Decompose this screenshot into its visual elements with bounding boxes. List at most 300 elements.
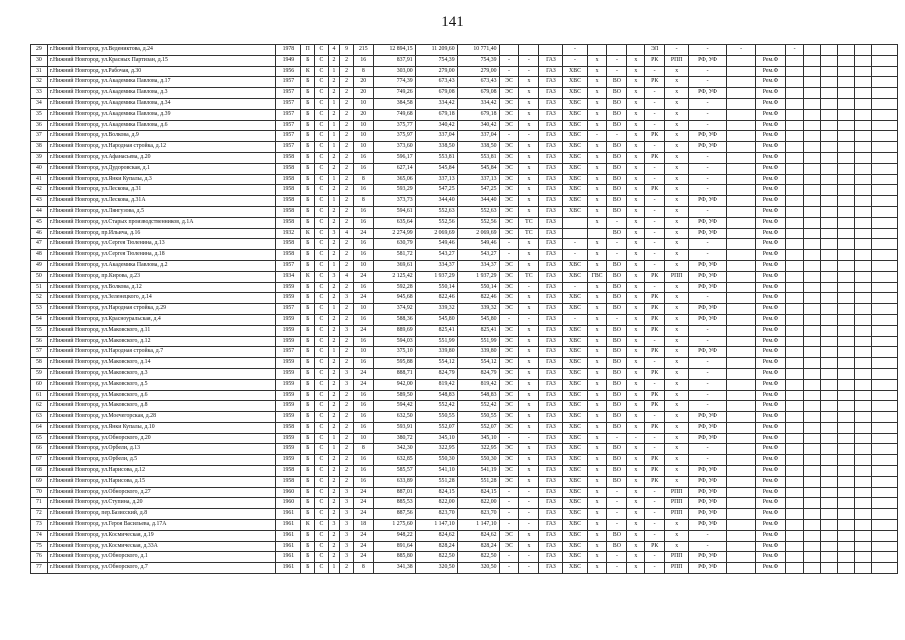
empty-cell: [854, 120, 871, 131]
table-cell: [726, 228, 755, 239]
table-cell: х: [627, 120, 645, 131]
table-cell: 2: [340, 412, 354, 423]
table-cell: РК: [645, 152, 665, 163]
empty-cell: [854, 109, 871, 120]
empty-cell: [821, 466, 838, 477]
empty-cell: [871, 401, 897, 412]
table-cell: х: [627, 455, 645, 466]
table-cell: 341,38: [373, 563, 415, 574]
table-cell: Рем.Ф: [756, 131, 785, 142]
empty-cell: [871, 455, 897, 466]
table-cell: 3: [340, 487, 354, 498]
table-cell: 2: [340, 196, 354, 207]
empty-cell: [804, 444, 821, 455]
table-cell: 16: [353, 163, 373, 174]
table-cell: х: [665, 444, 689, 455]
table-cell: х: [587, 304, 607, 315]
table-cell: Б: [301, 163, 315, 174]
table-cell: [726, 77, 755, 88]
table-cell: С: [315, 541, 329, 552]
table-cell: РФ, УФ: [689, 142, 727, 153]
empty-cell: [854, 476, 871, 487]
table-cell: 344,40: [457, 196, 499, 207]
empty-cell: [854, 412, 871, 423]
table-cell: [785, 358, 804, 369]
table-cell: [726, 466, 755, 477]
table-cell: -: [689, 185, 727, 196]
table-cell: 2: [340, 131, 354, 142]
empty-cell: [838, 206, 855, 217]
table-row: [31, 368, 898, 379]
table-cell: РК: [645, 55, 665, 66]
table-row: [31, 152, 898, 163]
table-row: [31, 304, 898, 315]
empty-cell: [821, 239, 838, 250]
table-cell: К: [301, 228, 315, 239]
table-cell: 16: [353, 206, 373, 217]
table-row: [31, 98, 898, 109]
table-cell: 825,41: [415, 325, 457, 336]
table-cell: ГАЗ: [539, 282, 563, 293]
empty-cell: [821, 217, 838, 228]
table-cell: ХВС: [563, 498, 587, 509]
table-cell: 375,10: [373, 347, 415, 358]
table-cell: -: [645, 433, 665, 444]
empty-cell: [804, 552, 821, 563]
housing-registry-sheet: [30, 44, 898, 574]
table-row: [31, 444, 898, 455]
table-cell: х: [627, 314, 645, 325]
table-cell: [785, 206, 804, 217]
table-cell: РФ, УФ: [689, 131, 727, 142]
empty-cell: [854, 379, 871, 390]
table-cell: 373,73: [373, 196, 415, 207]
table-cell: 824,79: [415, 368, 457, 379]
empty-cell: [804, 563, 821, 574]
table-cell: ЭС: [499, 422, 519, 433]
table-cell: ХВС: [563, 293, 587, 304]
table-cell: -: [499, 66, 519, 77]
table-cell: х: [627, 239, 645, 250]
table-cell: 1959: [276, 444, 301, 455]
table-cell: х: [627, 163, 645, 174]
table-cell: х: [587, 282, 607, 293]
table-cell: РПП: [665, 563, 689, 574]
table-cell: -: [689, 530, 727, 541]
table-cell: х: [587, 379, 607, 390]
table-cell: [785, 293, 804, 304]
table-cell: ГАЗ: [539, 444, 563, 455]
table-cell: -: [499, 314, 519, 325]
table-row: [31, 530, 898, 541]
table-cell: 550,55: [415, 412, 457, 423]
table-cell: ВО: [607, 390, 627, 401]
address-cell: г.Нижний Новгород, пер.Базисский, д.8: [47, 509, 276, 520]
table-cell: 340,42: [457, 120, 499, 131]
table-cell: ХВС: [563, 271, 587, 282]
table-cell: Б: [301, 412, 315, 423]
table-cell: 4: [340, 228, 354, 239]
empty-cell: [871, 282, 897, 293]
table-cell: 823,70: [415, 509, 457, 520]
table-cell: ГАЗ: [539, 563, 563, 574]
table-cell: Б: [301, 476, 315, 487]
table-cell: ХВС: [563, 455, 587, 466]
table-body: [31, 45, 898, 574]
table-cell: 2: [328, 379, 340, 390]
table-cell: 10: [353, 260, 373, 271]
table-cell: х: [627, 401, 645, 412]
table-cell: -: [627, 433, 645, 444]
table-cell: -: [689, 66, 727, 77]
empty-cell: [854, 444, 871, 455]
table-cell: ХВС: [563, 304, 587, 315]
table-cell: ГАЗ: [539, 174, 563, 185]
table-cell: 24: [353, 293, 373, 304]
table-cell: х: [665, 120, 689, 131]
table-cell: С: [315, 88, 329, 99]
table-cell: 2: [340, 336, 354, 347]
table-cell: х: [519, 152, 539, 163]
table-cell: 2: [328, 541, 340, 552]
table-cell: -: [689, 444, 727, 455]
table-cell: 1 275,60: [373, 520, 415, 531]
table-cell: 1958: [276, 476, 301, 487]
empty-cell: [871, 131, 897, 142]
table-cell: С: [315, 466, 329, 477]
address-cell: г.Нижний Новгород, ул.Академика Павлова, д.2: [47, 260, 276, 271]
empty-cell: [854, 509, 871, 520]
table-cell: [785, 325, 804, 336]
table-cell: Б: [301, 152, 315, 163]
table-cell: х: [627, 152, 645, 163]
table-cell: 1: [328, 444, 340, 455]
table-cell: х: [665, 466, 689, 477]
table-cell: 322,95: [415, 444, 457, 455]
table-cell: -: [519, 131, 539, 142]
table-cell: 633,89: [373, 476, 415, 487]
table-cell: Рем.Ф: [756, 55, 785, 66]
table-cell: 887,01: [373, 487, 415, 498]
table-cell: Б: [301, 131, 315, 142]
table-cell: 46: [31, 228, 48, 239]
table-cell: х: [519, 412, 539, 423]
table-cell: ХВС: [563, 206, 587, 217]
table-cell: 589,50: [373, 390, 415, 401]
table-cell: -: [499, 498, 519, 509]
table-cell: х: [627, 422, 645, 433]
table-cell: 2: [328, 476, 340, 487]
empty-cell: [854, 282, 871, 293]
empty-cell: [838, 293, 855, 304]
table-cell: 340,42: [415, 120, 457, 131]
table-cell: [785, 379, 804, 390]
table-cell: [726, 152, 755, 163]
table-cell: ЭС: [499, 152, 519, 163]
table-row: [31, 314, 898, 325]
table-cell: 2: [340, 66, 354, 77]
table-cell: 2: [340, 217, 354, 228]
empty-cell: [821, 163, 838, 174]
table-cell: [726, 498, 755, 509]
table-cell: РФ, УФ: [689, 347, 727, 358]
table-cell: 342,30: [373, 444, 415, 455]
table-cell: Рем.Ф: [756, 88, 785, 99]
table-cell: Б: [301, 217, 315, 228]
table-cell: -: [499, 563, 519, 574]
table-cell: 47: [31, 239, 48, 250]
table-cell: [785, 152, 804, 163]
table-cell: 60: [31, 379, 48, 390]
table-cell: 828,24: [457, 541, 499, 552]
table-cell: ГАЗ: [539, 152, 563, 163]
table-cell: Рем.Ф: [756, 142, 785, 153]
table-cell: Рем.Ф: [756, 239, 785, 250]
empty-cell: [854, 390, 871, 401]
empty-cell: [838, 45, 855, 56]
table-row: [31, 466, 898, 477]
table-cell: 819,42: [415, 379, 457, 390]
table-cell: -: [607, 239, 627, 250]
table-cell: х: [627, 206, 645, 217]
empty-cell: [871, 520, 897, 531]
table-cell: х: [627, 98, 645, 109]
table-cell: С: [315, 163, 329, 174]
table-cell: -: [499, 433, 519, 444]
empty-cell: [821, 77, 838, 88]
table-cell: -: [689, 325, 727, 336]
table-cell: 948,22: [373, 530, 415, 541]
table-cell: 337,04: [415, 131, 457, 142]
table-cell: РК: [645, 541, 665, 552]
table-cell: ГАЗ: [539, 509, 563, 520]
table-cell: х: [627, 217, 645, 228]
table-cell: х: [665, 88, 689, 99]
table-cell: 1958: [276, 152, 301, 163]
table-cell: Б: [301, 390, 315, 401]
table-cell: 822,50: [415, 552, 457, 563]
table-cell: РК: [645, 314, 665, 325]
table-cell: 338,50: [457, 142, 499, 153]
table-cell: Б: [301, 466, 315, 477]
empty-cell: [804, 379, 821, 390]
empty-cell: [838, 271, 855, 282]
empty-cell: [854, 422, 871, 433]
table-cell: 16: [353, 422, 373, 433]
address-cell: г.Нижний Новгород, ул.Лескова, д.31: [47, 185, 276, 196]
empty-cell: [821, 498, 838, 509]
table-cell: 2: [328, 455, 340, 466]
table-cell: Рем.Ф: [756, 196, 785, 207]
address-cell: г.Нижний Новгород, ул.Ведениктова, д.24: [47, 45, 276, 56]
empty-cell: [854, 498, 871, 509]
table-cell: С: [315, 368, 329, 379]
table-cell: С: [315, 304, 329, 315]
empty-cell: [838, 55, 855, 66]
table-cell: РК: [645, 476, 665, 487]
table-cell: х: [519, 358, 539, 369]
table-cell: РФ, УФ: [689, 314, 727, 325]
empty-cell: [854, 66, 871, 77]
empty-cell: [821, 260, 838, 271]
table-cell: [785, 401, 804, 412]
table-cell: 1957: [276, 77, 301, 88]
table-cell: РФ, УФ: [689, 487, 727, 498]
table-cell: ХВС: [563, 476, 587, 487]
table-cell: [785, 444, 804, 455]
table-cell: [726, 358, 755, 369]
table-cell: х: [627, 88, 645, 99]
table-cell: РФ, УФ: [689, 563, 727, 574]
table-cell: Рем.Ф: [756, 304, 785, 315]
table-cell: РФ, УФ: [689, 260, 727, 271]
table-cell: х: [627, 552, 645, 563]
table-cell: 1959: [276, 358, 301, 369]
table-cell: С: [315, 55, 329, 66]
table-cell: [726, 314, 755, 325]
table-cell: 630,79: [373, 239, 415, 250]
table-cell: 2: [340, 282, 354, 293]
table-cell: РК: [645, 185, 665, 196]
empty-cell: [838, 228, 855, 239]
table-cell: ВО: [607, 271, 627, 282]
table-cell: х: [587, 66, 607, 77]
table-cell: 1957: [276, 142, 301, 153]
table-cell: РФ, УФ: [689, 422, 727, 433]
table-cell: РФ, УФ: [689, 520, 727, 531]
table-cell: 1957: [276, 304, 301, 315]
address-cell: г.Нижний Новгород, ул.Маковского, д.3: [47, 368, 276, 379]
table-cell: ВО: [607, 368, 627, 379]
table-cell: х: [665, 293, 689, 304]
table-cell: С: [315, 185, 329, 196]
table-cell: -: [645, 228, 665, 239]
table-cell: ЭС: [499, 163, 519, 174]
address-cell: г.Нижний Новгород, ул.Лескова, д.31А: [47, 196, 276, 207]
table-cell: [785, 563, 804, 574]
address-cell: г.Нижний Новгород, ул.Маковского, д.8: [47, 401, 276, 412]
table-cell: ХВС: [563, 368, 587, 379]
table-cell: ВО: [607, 401, 627, 412]
table-cell: х: [587, 293, 607, 304]
empty-cell: [804, 422, 821, 433]
table-cell: х: [627, 109, 645, 120]
table-cell: [785, 314, 804, 325]
empty-cell: [821, 455, 838, 466]
table-cell: Рем.Ф: [756, 120, 785, 131]
table-cell: Б: [301, 433, 315, 444]
table-cell: -: [689, 45, 727, 56]
table-cell: [726, 541, 755, 552]
table-cell: х: [587, 455, 607, 466]
table-cell: Б: [301, 239, 315, 250]
table-cell: 627,14: [373, 163, 415, 174]
table-cell: 51: [31, 282, 48, 293]
table-cell: РФ, УФ: [689, 304, 727, 315]
table-cell: 1958: [276, 239, 301, 250]
empty-cell: [838, 66, 855, 77]
address-cell: г.Нижний Новгород, ул.Академика Павлова, д.34: [47, 98, 276, 109]
table-cell: х: [627, 563, 645, 574]
table-row: [31, 55, 898, 66]
table-cell: ГАЗ: [539, 228, 563, 239]
table-cell: ВО: [607, 336, 627, 347]
table-cell: Б: [301, 120, 315, 131]
table-cell: 679,18: [415, 109, 457, 120]
table-cell: 1961: [276, 520, 301, 531]
table-cell: С: [315, 282, 329, 293]
table-cell: 595,88: [373, 358, 415, 369]
empty-cell: [821, 444, 838, 455]
empty-cell: [821, 185, 838, 196]
table-cell: ЭС: [499, 401, 519, 412]
empty-cell: [838, 379, 855, 390]
table-cell: х: [665, 282, 689, 293]
empty-cell: [838, 260, 855, 271]
table-cell: [785, 228, 804, 239]
table-cell: -: [689, 541, 727, 552]
address-cell: г.Нижний Новгород, ул.Волкова, д.9: [47, 131, 276, 142]
table-cell: 374,92: [373, 304, 415, 315]
table-cell: Рем.Ф: [756, 444, 785, 455]
table-cell: 52: [31, 293, 48, 304]
table-cell: 550,30: [457, 455, 499, 466]
table-cell: 33: [31, 88, 48, 99]
table-cell: С: [315, 109, 329, 120]
empty-cell: [838, 530, 855, 541]
table-cell: х: [519, 260, 539, 271]
table-cell: 4: [340, 271, 354, 282]
table-cell: [726, 509, 755, 520]
empty-cell: [838, 422, 855, 433]
table-cell: х: [587, 185, 607, 196]
empty-cell: [821, 422, 838, 433]
table-cell: РФ, УФ: [689, 228, 727, 239]
table-cell: 2: [328, 358, 340, 369]
table-cell: х: [627, 358, 645, 369]
table-cell: -: [607, 563, 627, 574]
table-cell: 1958: [276, 217, 301, 228]
table-cell: К: [301, 271, 315, 282]
table-cell: х: [587, 260, 607, 271]
table-cell: 2: [340, 260, 354, 271]
empty-cell: [871, 530, 897, 541]
table-cell: 12 894,15: [373, 45, 415, 56]
table-cell: 3: [340, 530, 354, 541]
empty-cell: [804, 455, 821, 466]
table-cell: 375,97: [373, 131, 415, 142]
table-cell: ЭС: [499, 228, 519, 239]
table-cell: ХВС: [563, 487, 587, 498]
table-cell: С: [315, 131, 329, 142]
empty-cell: [821, 509, 838, 520]
table-cell: Рем.Ф: [756, 185, 785, 196]
table-cell: -: [499, 487, 519, 498]
table-cell: 2: [328, 368, 340, 379]
table-cell: -: [607, 552, 627, 563]
table-cell: -: [607, 66, 627, 77]
table-cell: -: [519, 314, 539, 325]
empty-cell: [838, 552, 855, 563]
table-cell: 77: [31, 563, 48, 574]
empty-cell: [854, 466, 871, 477]
table-cell: 1959: [276, 455, 301, 466]
empty-cell: [804, 530, 821, 541]
empty-cell: [871, 174, 897, 185]
table-cell: 2: [328, 152, 340, 163]
table-cell: х: [587, 433, 607, 444]
table-cell: [785, 98, 804, 109]
